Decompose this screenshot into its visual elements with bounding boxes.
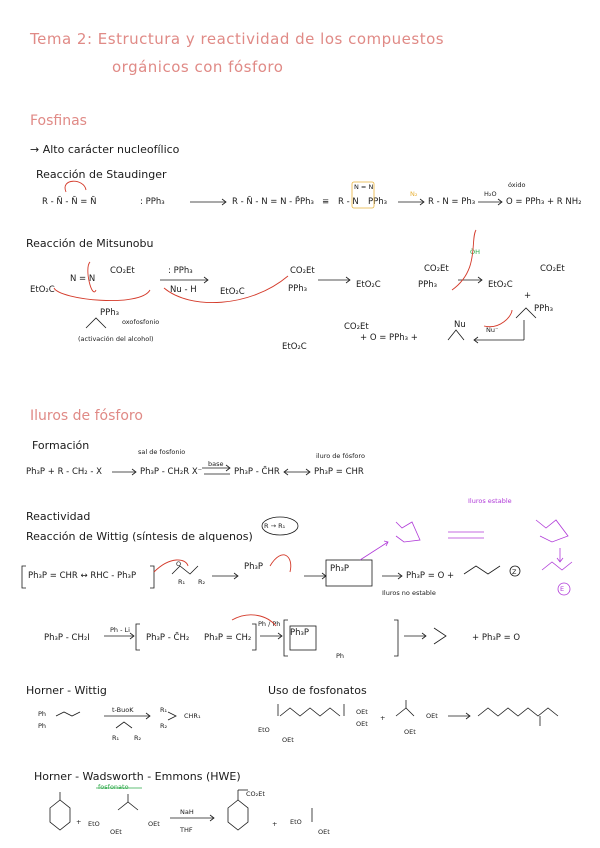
section-heading-iluros: Iluros de fósforo: [30, 408, 143, 424]
fosf-eto: EtO: [258, 726, 270, 734]
staudinger-ring-n: R - N: [338, 197, 359, 207]
row2-bracket-left: Ph₃P - C̄H₂: [146, 633, 190, 643]
mitsunobu-final-hydrazine-right: CO₂Et: [344, 322, 369, 332]
hwe-reagent-top: NaH: [180, 808, 194, 816]
mitsunobu-final-hydrazine-left: EtO₂C: [282, 342, 307, 352]
mitsunobu-reagent-bottom: Nu - H: [170, 285, 197, 295]
wittig-r-box: R → R₁: [264, 522, 286, 530]
mitsunobu-plus: +: [524, 291, 532, 301]
hw-ph2: Ph: [38, 722, 47, 730]
wittig-betaine: Ph₃P: [244, 562, 264, 572]
mitsunobu-heading: Reacción de Mitsunobu: [26, 237, 154, 250]
curly-arrow-mitsunobu-4: [452, 230, 476, 290]
hwe-label-green: fosfonato: [98, 783, 129, 791]
staudinger-equiv: ≡: [322, 197, 330, 207]
mitsunobu-activation-caption: (activación del alcohol): [78, 335, 154, 343]
fosf-oet2: OEt: [356, 708, 368, 716]
mitsunobu-adduct-p: PPh₃: [418, 280, 438, 290]
hwe-byproduct-oet: OEt: [318, 828, 330, 836]
staudinger-ring-p: PPh₃: [368, 197, 388, 207]
curly-arrow-mitsunobu-1: [88, 262, 96, 292]
hwe-oet2: OEt: [148, 820, 160, 828]
hw-reagent: t-BuoK: [112, 706, 134, 714]
formacion-salt-label: sal de fosfonio: [138, 448, 186, 456]
wittig-z-label: Z: [512, 568, 517, 576]
wittig-products: Ph₃P = O +: [406, 571, 455, 581]
hwe-plus: +: [76, 818, 82, 826]
mitsunobu-activation-p: PPh₃: [100, 308, 120, 318]
curly-arrow-wittig-1: [154, 560, 188, 572]
hw-r2b: R₂: [160, 722, 168, 730]
staudinger-products: O = PPh₃ + R NH₂: [506, 197, 582, 207]
mitsunobu-adduct-right: CO₂Et: [424, 264, 449, 274]
mitsunobu-oxyphosphonium: PPh₃: [534, 304, 554, 314]
staudinger-azide: R - N̄ - N̄ = N̄: [42, 197, 97, 207]
curly-arrow-wittig-2: [270, 555, 291, 572]
row2-products: + Ph₃P = O: [472, 633, 521, 643]
formacion-base: base: [208, 460, 224, 468]
mitsunobu-reagent-top: : PPh₃: [168, 266, 193, 276]
fosfonatos-heading: Uso de fosfonatos: [268, 684, 367, 697]
mitsunobu-nu-minus: Nu⁻: [486, 326, 499, 334]
wittig-r1: R₁: [178, 578, 186, 586]
wittig-stable-label: Iluros estable: [468, 497, 512, 505]
reactividad-heading: Reactividad: [26, 510, 91, 523]
hwe-oet: OEt: [110, 828, 122, 836]
page-title-line1: Tema 2: Estructura y reactividad de los compuestos: [30, 30, 445, 48]
mitsunobu-final-nu: Nu: [454, 320, 466, 330]
staudinger-heading: Reacción de Staudinger: [36, 168, 167, 181]
wittig-oxaphosphetane: Ph₃P: [330, 564, 350, 574]
row2-bracket-right: Ph₃P = CH₂: [204, 633, 252, 643]
hwe-plus2: +: [272, 820, 278, 828]
row2-start: Ph₃P - CH₂I: [44, 633, 90, 643]
hwe-byproduct-eto: EtO: [290, 818, 302, 826]
staudinger-ring-top: N = N: [354, 183, 374, 191]
wittig-carbonyl-o: O: [176, 560, 182, 568]
wittig-heading: Reacción de Wittig (síntesis de alquenos): [26, 530, 253, 543]
formacion-start: Ph₃P + R - CH₂ - X: [26, 467, 102, 477]
mitsunobu-activation-label: oxofosfonio: [122, 318, 160, 326]
row2-ph: Ph: [336, 652, 345, 660]
mitsunobu-hydrazide-left: EtO₂C: [488, 280, 513, 290]
mitsunobu-final-products: + O = PPh₃ +: [360, 333, 418, 343]
mitsunobu-dead-n: N = N: [70, 274, 96, 284]
mitsunobu-betaine-right: CO₂Et: [290, 266, 315, 276]
staudinger-iminophosphorane: R - N = Ph₃: [428, 197, 476, 207]
staudinger-ring-box: [352, 182, 374, 208]
hw-r2: R₂: [134, 734, 142, 742]
hw-ph1: Ph: [38, 710, 47, 718]
mitsunobu-betaine-left: EtO₂C: [220, 287, 245, 297]
curly-arrow-nu: [484, 310, 512, 327]
fosf-ald: OEt: [426, 712, 438, 720]
wittig-bracket: Ph₃P = CHR ↔ RHC - Ph₃P: [28, 571, 137, 581]
fosf-plus: +: [380, 714, 386, 722]
formacion-heading: Formación: [32, 439, 90, 452]
mitsunobu-dead-right: CO₂Et: [110, 266, 135, 276]
section-heading-fosfinas: Fosfinas: [30, 113, 87, 129]
staudinger-oxide-label: óxido: [508, 181, 526, 189]
row2-ring: Ph₃P: [290, 628, 310, 638]
mitsunobu-alcohol: ÖH: [470, 248, 481, 256]
mitsunobu-adduct-left: EtO₂C: [356, 280, 381, 290]
fosf-ald2: OEt: [404, 728, 416, 736]
hwe-reagent-bottom: THF: [180, 826, 193, 834]
wittig-e-label: E: [560, 585, 565, 593]
fosf-oet: OEt: [282, 736, 294, 744]
curly-arrow-staudinger: [65, 181, 86, 192]
staudinger-intermediate: R - N̄ - N = N - P̄Ph₃: [232, 197, 314, 207]
formacion-salt: Ph₃P - CH₂R X⁻: [140, 467, 203, 477]
fosf-oet3: OEt: [356, 720, 368, 728]
mitsunobu-hydrazide-right: CO₂Et: [540, 264, 565, 274]
mitsunobu-dead-left: EtO₂C: [30, 285, 55, 295]
row2-ketone-label: Ph / Ph: [258, 620, 281, 628]
page-title-line2: orgánicos con fósforo: [112, 58, 284, 76]
cyclohexanone-ring: [50, 800, 70, 830]
wittig-unstable: Iluros no estable: [382, 589, 436, 597]
mitsunobu-betaine-p: PPh₃: [288, 284, 308, 294]
hwe-eto: EtO: [88, 820, 100, 828]
fosfinas-bullet: → Alto carácter nucleofílico: [30, 143, 180, 156]
hwe-heading: Horner - Wadsworth - Emmons (HWE): [34, 770, 241, 783]
hw-r1b: R₁: [160, 706, 168, 714]
wittig-r2: R₂: [198, 578, 206, 586]
hw-r1: R₁: [112, 734, 120, 742]
staudinger-n2: N₂: [410, 190, 418, 198]
staudinger-reagent: : PPh₃: [140, 197, 165, 207]
hw-product: CHR₁: [184, 712, 201, 720]
staudinger-h2o: H₂O: [484, 190, 497, 198]
formacion-ylene: Ph₃P = CHR: [314, 467, 364, 477]
formacion-ylide: Ph₃P - C̄HR: [234, 467, 280, 477]
row2-reagent: Ph - Li: [110, 626, 130, 634]
cyclohexylidene-ring: [228, 800, 248, 830]
horner-wittig-heading: Horner - Wittig: [26, 684, 107, 697]
curly-arrow-mitsunobu-2: [54, 288, 150, 301]
hwe-product: CO₂Et: [246, 790, 265, 798]
formacion-ylide-label: iluro de fósforo: [316, 452, 365, 460]
